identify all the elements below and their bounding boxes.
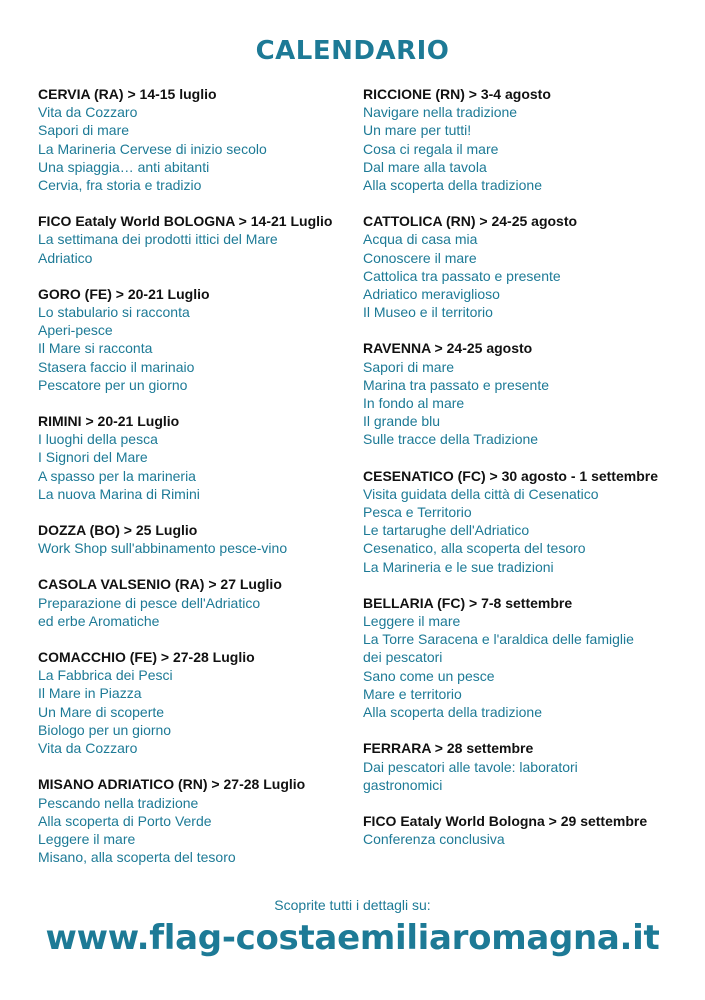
- event-date: 3-4 agosto: [480, 86, 551, 102]
- event-activity: Sapori di mare: [363, 358, 455, 375]
- event-activity: Adriatico: [38, 249, 93, 266]
- event-date: 27-28 Luglio: [172, 649, 255, 666]
- event-activity: Dal mare alla tavola: [363, 158, 487, 175]
- event-block: [363, 212, 683, 321]
- event-activity: I luoghi della pesca: [38, 431, 158, 448]
- event-block: [363, 812, 683, 848]
- event-activity-list: [38, 794, 348, 867]
- event-place: COMACCHIO (FE): [38, 649, 157, 666]
- event-activity-list: [38, 594, 348, 630]
- event-activity-list: [38, 539, 348, 557]
- event-activity: Adriatico meraviglioso: [363, 286, 500, 303]
- event-activity: Un mare per tutti!: [363, 122, 472, 139]
- event-block: [363, 467, 683, 576]
- event-place: CATTOLICA (RN): [363, 213, 476, 230]
- event-date: 20-21 Luglio: [97, 413, 180, 430]
- page-title: CALENDARIO: [255, 36, 450, 66]
- event-activity: Il Mare si racconta: [38, 340, 153, 357]
- event-activity: Visita guidata della città di Cesenatico: [363, 485, 599, 502]
- event-activity: Sulle tracce della Tradizione: [363, 431, 539, 448]
- event-activity: Alla scoperta della tradizione: [363, 704, 542, 721]
- event-activity-list: [363, 103, 683, 194]
- event-place: CERVIA (RA): [38, 86, 124, 102]
- event-title: DOZZA (BO) > 25 Luglio: [38, 522, 198, 539]
- event-date: 30 agosto - 1 settembre: [501, 467, 658, 484]
- event-place: CASOLA VALSENIO (RA): [38, 576, 205, 593]
- event-place: FERRARA: [363, 740, 431, 757]
- event-title: RAVENNA > 24-25 agosto: [363, 340, 533, 357]
- event-block: [38, 775, 348, 866]
- event-activity: Pesca e Territorio: [363, 504, 472, 521]
- event-place: DOZZA (BO): [38, 522, 120, 539]
- event-activity: Un Mare di scoperte: [38, 703, 165, 720]
- footer-intro: Scoprite tutti i dettagli su:: [274, 897, 431, 913]
- event-activity: Cervia, fra storia e tradizio: [38, 177, 202, 194]
- event-activity: Sano come un pesce: [363, 667, 495, 684]
- event-title: MISANO ADRIATICO (RN) > 27-28 Luglio: [38, 776, 306, 793]
- event-activity: Alla scoperta della tradizione: [363, 177, 542, 194]
- event-activity: La Fabbrica dei Pesci: [38, 667, 173, 684]
- event-title: CERVIA (RA) > 14-15 luglio: [38, 86, 217, 102]
- event-activity: Acqua di casa mia: [363, 231, 478, 248]
- left-column: [38, 85, 348, 884]
- event-date: 14-21 Luglio: [250, 213, 333, 230]
- event-activity-list: [38, 430, 348, 503]
- event-activity-list: [363, 358, 683, 449]
- event-activity: gastronomici: [363, 776, 443, 793]
- website-url-link[interactable]: www.flag-costaemiliaromagna.it: [45, 918, 660, 958]
- event-activity: La nuova Marina di Rimini: [38, 485, 200, 502]
- event-activity: ed erbe Aromatiche: [38, 612, 160, 629]
- event-activity: La Marineria e le sue tradizioni: [363, 558, 554, 575]
- event-title: GORO (FE) > 20-21 Luglio: [38, 285, 210, 302]
- event-date: 27-28 Luglio: [223, 776, 306, 793]
- event-activity: dei pescatori: [363, 649, 443, 666]
- event-activity: Sapori di mare: [38, 122, 130, 139]
- event-title: COMACCHIO (FE) > 27-28 Luglio: [38, 649, 255, 666]
- event-date: 20-21 Luglio: [127, 285, 210, 302]
- event-date: 27 Luglio: [220, 576, 282, 593]
- event-place: RICCIONE (RN): [363, 86, 465, 102]
- event-activity: Una spiaggia… anti abitanti: [38, 158, 210, 175]
- event-place: CESENATICO (FC): [363, 467, 486, 484]
- event-activity: Il grande blu: [363, 413, 441, 430]
- event-place: BELLARIA (FC): [363, 594, 466, 611]
- event-activity-list: [38, 303, 348, 394]
- event-activity: Cosa ci regala il mare: [363, 140, 499, 157]
- event-date: 7-8 settembre: [481, 594, 573, 611]
- event-activity: Leggere il mare: [363, 613, 461, 630]
- event-activity: Pescando nella tradizione: [38, 794, 199, 811]
- event-block: [38, 648, 348, 757]
- event-block: [363, 339, 683, 448]
- event-activity-list: [363, 758, 683, 794]
- event-activity: Il Mare in Piazza: [38, 685, 142, 702]
- event-block: [363, 85, 683, 194]
- event-activity: Stasera faccio il marinaio: [38, 358, 195, 375]
- event-title: RIMINI > 20-21 Luglio: [38, 413, 180, 430]
- event-activity: Leggere il mare: [38, 830, 136, 847]
- event-title: FICO Eataly World Bologna > 29 settembre: [363, 812, 648, 829]
- event-activity: Mare e territorio: [363, 685, 462, 702]
- event-date: 25 Luglio: [135, 522, 198, 539]
- event-activity: Conoscere il mare: [363, 249, 477, 266]
- event-activity-list: [38, 103, 348, 194]
- event-activity-list: [363, 230, 683, 321]
- event-activity: Conferenza conclusiva: [363, 831, 505, 848]
- event-activity: I Signori del Mare: [38, 449, 148, 466]
- event-block: [38, 212, 348, 267]
- right-column: [363, 85, 683, 866]
- event-activity: Lo stabulario si racconta: [38, 304, 190, 321]
- event-place: FICO Eataly World Bologna: [363, 812, 545, 829]
- event-title: FICO Eataly World BOLOGNA > 14-21 Luglio: [38, 213, 333, 230]
- event-place: RIMINI: [38, 413, 82, 430]
- event-title: CESENATICO (FC) > 30 agosto - 1 settembre: [363, 467, 658, 484]
- event-activity: Alla scoperta di Porto Verde: [38, 812, 212, 829]
- event-block: [363, 594, 683, 721]
- event-activity: Navigare nella tradizione: [363, 104, 518, 121]
- event-activity: Preparazione di pesce dell'Adriatico: [38, 594, 261, 611]
- event-activity: Aperi-pesce: [38, 322, 113, 339]
- event-activity: Marina tra passato e presente: [363, 376, 549, 393]
- event-place: GORO (FE): [38, 285, 112, 302]
- event-date: 14-15 luglio: [139, 86, 217, 102]
- event-activity: Le tartarughe dell'Adriatico: [363, 522, 530, 539]
- event-activity: La Marineria Cervese di inizio secolo: [38, 140, 267, 157]
- event-activity: Vita da Cozzaro: [38, 740, 138, 757]
- event-block: [38, 85, 348, 194]
- event-activity: Cattolica tra passato e presente: [363, 267, 561, 284]
- event-title: FERRARA > 28 settembre: [363, 740, 534, 757]
- event-block: [38, 412, 348, 503]
- event-activity: Misano, alla scoperta del tesoro: [38, 849, 236, 866]
- event-block: [38, 521, 348, 557]
- event-date: 28 settembre: [446, 740, 534, 757]
- event-place: MISANO ADRIATICO (RN): [38, 776, 208, 793]
- event-block: [38, 575, 348, 630]
- event-title: CATTOLICA (RN) > 24-25 agosto: [363, 213, 578, 230]
- event-activity-list: [38, 666, 348, 757]
- event-activity-list: [363, 485, 683, 576]
- event-activity: Dai pescatori alle tavole: laboratori: [363, 758, 578, 775]
- event-activity: A spasso per la marineria: [38, 467, 196, 484]
- event-block: [363, 739, 683, 794]
- event-title: CASOLA VALSENIO (RA) > 27 Luglio: [38, 576, 282, 593]
- event-activity: In fondo al mare: [363, 395, 465, 412]
- event-activity: Il Museo e il territorio: [363, 304, 493, 321]
- event-date: 24-25 agosto: [446, 340, 533, 357]
- event-activity-list: [363, 612, 683, 721]
- event-place: RAVENNA: [363, 340, 431, 357]
- event-activity: Vita da Cozzaro: [38, 104, 138, 121]
- event-title: BELLARIA (FC) > 7-8 settembre: [363, 594, 573, 611]
- event-activity: La Torre Saracena e l'araldica delle famiglie: [363, 631, 634, 648]
- event-place: FICO Eataly World BOLOGNA: [38, 213, 235, 230]
- event-activity-list: [38, 230, 348, 266]
- event-activity: Pescatore per un giorno: [38, 376, 188, 393]
- event-activity: Cesenatico, alla scoperta del tesoro: [363, 540, 586, 557]
- event-activity: Biologo per un giorno: [38, 721, 172, 738]
- event-date: 29 settembre: [560, 812, 648, 829]
- event-activity: La settimana dei prodotti ittici del Mare: [38, 231, 278, 248]
- event-date: 24-25 agosto: [491, 213, 578, 230]
- event-activity-list: [363, 830, 683, 848]
- event-block: [38, 285, 348, 394]
- event-title: RICCIONE (RN) > 3-4 agosto: [363, 86, 551, 102]
- event-activity: Work Shop sull'abbinamento pesce-vino: [38, 540, 288, 557]
